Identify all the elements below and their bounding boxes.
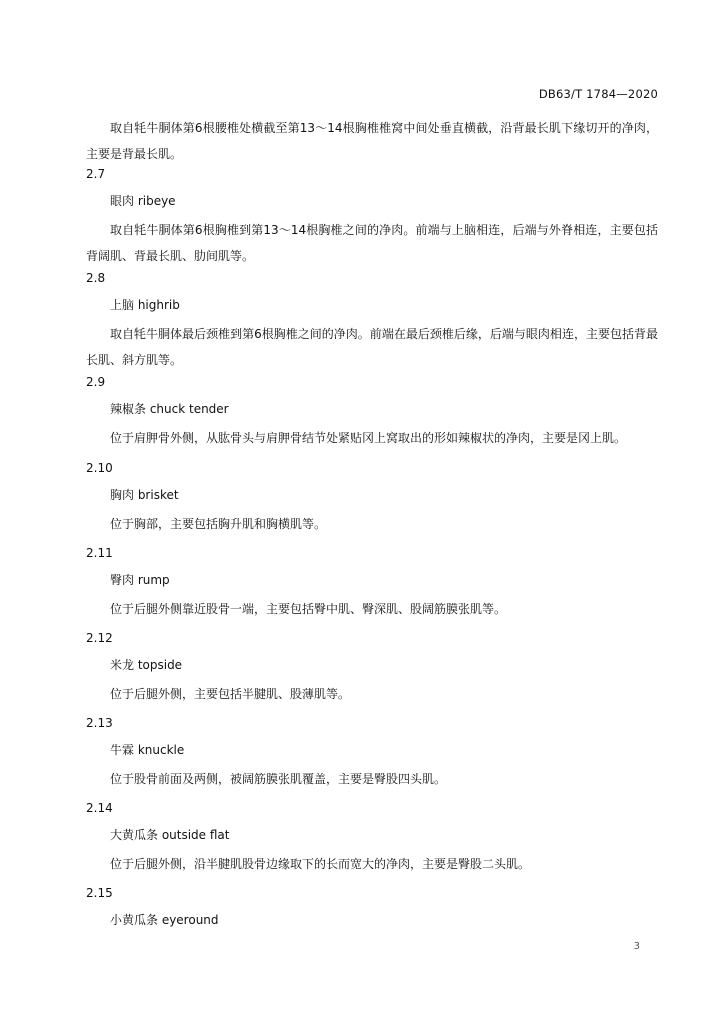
clause-number-2-10: 2.10	[86, 461, 113, 475]
clause-number-2-13: 2.13	[86, 716, 113, 730]
term-ribeye: 眼肉 ribeye	[110, 194, 176, 208]
term-brisket: 胸肉 brisket	[110, 488, 179, 502]
definition-brisket: 位于胸部，主要包括胸升肌和胸横肌等。	[110, 517, 327, 531]
clause-number-2-8: 2.8	[86, 271, 106, 285]
document-number: DB63/T 1784—2020	[538, 87, 658, 101]
term-outside-flat: 大黄瓜条 outside flat	[110, 828, 230, 842]
term-highrib: 上脑 highrib	[110, 298, 180, 312]
clause-number-2-12: 2.12	[86, 631, 113, 645]
term-rump: 臀肉 rump	[110, 573, 170, 587]
term-eyeround: 小黄瓜条 eyeround	[110, 913, 219, 927]
clause-number-2-15: 2.15	[86, 886, 113, 900]
definition-knuckle: 位于股骨前面及两侧，被阔筋膜张肌覆盖，主要是臀股四头肌。	[110, 772, 447, 786]
definition-outside-flat: 位于后腿外侧，沿半腱肌股骨边缘取下的长而宽大的净肉，主要是臀股二头肌。	[110, 857, 531, 871]
intro-paragraph: 取自牦牛胴体第6根腰椎处横截至第13～14根胸椎椎窝中间处垂直横截，沿背最长肌下缘切开的净肉，主要是背最长肌。	[86, 121, 658, 161]
clause-number-2-14: 2.14	[86, 801, 113, 815]
definition-ribeye: 取自牦牛胴体第6根胸椎到第13～14根胸椎之间的净肉。前端与上脑相连，后端与外脊相连，主要包括背阔肌、背最长肌、肋间肌等。	[86, 223, 658, 263]
clause-number-2-11: 2.11	[86, 546, 113, 560]
page-number: 3	[633, 941, 640, 952]
clause-number-2-9: 2.9	[86, 375, 106, 389]
definition-rump: 位于后腿外侧靠近股骨一端，主要包括臀中肌、臀深肌、股阔筋膜张肌等。	[110, 602, 507, 616]
term-chuck-tender: 辣椒条 chuck tender	[110, 402, 229, 416]
definition-highrib: 取自牦牛胴体最后颈椎到第6根胸椎之间的净肉。前端在最后颈椎后缘，后端与眼肉相连，主要包括背最长肌、斜方肌等。	[86, 327, 658, 367]
term-knuckle: 牛霖 knuckle	[110, 743, 185, 757]
clause-number-2-7: 2.7	[86, 167, 106, 181]
term-topside: 米龙 topside	[110, 658, 183, 672]
definition-topside: 位于后腿外侧，主要包括半腱肌、股薄肌等。	[110, 687, 351, 701]
definition-chuck-tender: 位于肩胛骨外侧，从肱骨头与肩胛骨结节处紧贴冈上窝取出的形如辣椒状的净肉，主要是冈上肌。	[110, 431, 627, 445]
